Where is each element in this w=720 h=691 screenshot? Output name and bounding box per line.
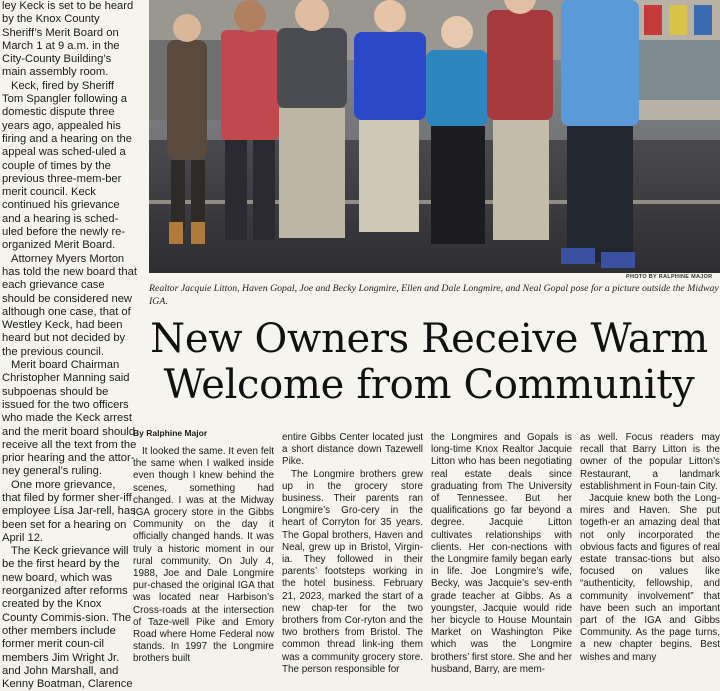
group-photo [149,0,720,273]
article-paragraph: Keck, fired by Sheriff Tom Spangler following a domestic dispute three years ago, appealed his firing and a hearing on the appeal was sched-uled a couple of times by the previous three-mem-ber merit council. Keck continued his grievance and a hearing is sched-uled before the newly re-organized Merit Board. [2,79,132,252]
article-paragraph: Merit board Chairman Christopher Manning said subpoenas should be issued for the two officers who made the Keck arrest and the merit board should receive all the text from the prior hearing and the attor-ney general’s ruling. [2,359,137,478]
article-column-2 [282,432,423,675]
photo-illustration [149,0,720,273]
article-column-3 [431,432,572,675]
article-paragraph: Attorney Myers Morton has told the new board that each grievance case should be considered new although one case, that of Westley Keck, had been heard but not decided by the previous council. [2,252,137,358]
article-paragraph: The Longmire brothers grew up in the grocery store business. Their parents ran Longmire’s Gro-cery in the heart of Corryton for 35 years. The Gopal brothers, Haven and Neal, grew up in Bristol, Virgin-ia. They followed in their parents’ footsteps working in the hotel business. February 21, 2023, marked the start of a new chap-ter for the two brothers from Cor-ryton and the two brothers from Bristol. The common thread link-ing them was a community grocery store. The person responsible for [282,468,423,675]
article-paragraph: One more grievance, that filed by former sher-iff employee Lisa Jar-rell, has been set for a hearing on April 12. [2,478,136,544]
photo-credit: PHOTO BY RALPHINE MAJOR [626,274,713,280]
article-column-4 [580,432,720,663]
photo-caption: Realtor Jacquie Litton, Haven Gopal, Joe and Becky Longmire, Ellen and Dale Longmire, and Neal Gopal pose for a picture outside the Midway IGA. [149,283,719,307]
article-paragraph: Jacquie knew both the Long-mires and Haven. She put togeth-er an amazing deal that not only incorporated the obvious facts and figures of real estate transac-tions but also focused on values like “authenticity, fellowship, and community involvement” that have been such an important part of the IGA and Gibbs Community. As the page turns, a new chapter begins. Best wishes and many [580,493,720,663]
headline-line-2: Welcome from Community [163,362,695,408]
headline [138,316,720,408]
headline-line-1: New Owners Receive Warm [150,316,708,362]
article-paragraph: The Keck grievance will be the first heard by the new board, which was reorganized after reforms created by the Knox County Commis-sion. The other members include former merit coun-cil members Jim Wright Jr. and John Marshall, and Kenny Boatman, Clarence [2,545,133,691]
article-paragraph: entire Gibbs Center located just a short distance down Tazewell Pike. [282,432,423,468]
article-column-1 [133,446,274,665]
left-column-article [0,0,137,691]
article-paragraph: It looked the same. It even felt the same when I walked inside even though I knew behind the scenes, something had changed. I was at the Midway IGA grocery store in the Gibbs Community on the day it officially changed hands. It was truly a historic moment in our rural community. On July 4, 1988, Joe and Dale Longmire pur-chased the original IGA that was located near Harbison’s Cross-roads at the intersection of Taze-well Pike and Emory Road where Home Federal now stands. In 1997 the Longmire brothers built [133,446,274,665]
article-paragraph: ley Keck is set to be heard by the Knox County Sheriff’s Merit Board on March 1 at 9 a.m. in the City-County Building’s main assembly room. [2,0,134,79]
article-paragraph: the Longmires and Gopals is long-time Knox Realtor Jacquie Litton who has been negotiating real estate deals since graduating from The University of Tennessee. But her qualifications go far beyond a degree. Jacquie Litton cultivates relationships with clients. Her con-nections with the Longmire family began early in life. Joe Longmire’s wife, Becky, was Jacquie’s sev-enth grade teacher at Gibbs. As a youngster, Jacquie would ride her bicycle to House Mountain Market on Washington Pike which was the Longmire brothers’ first store. She and her husband, Barry, are mem- [431,432,572,675]
byline: By Ralphine Major [133,428,208,438]
article-paragraph: as well. Focus readers may recall that Barry Litton is the owner of the popular Litton’s Restaurant, a landmark establishment in Foun-tain City. [580,432,720,492]
